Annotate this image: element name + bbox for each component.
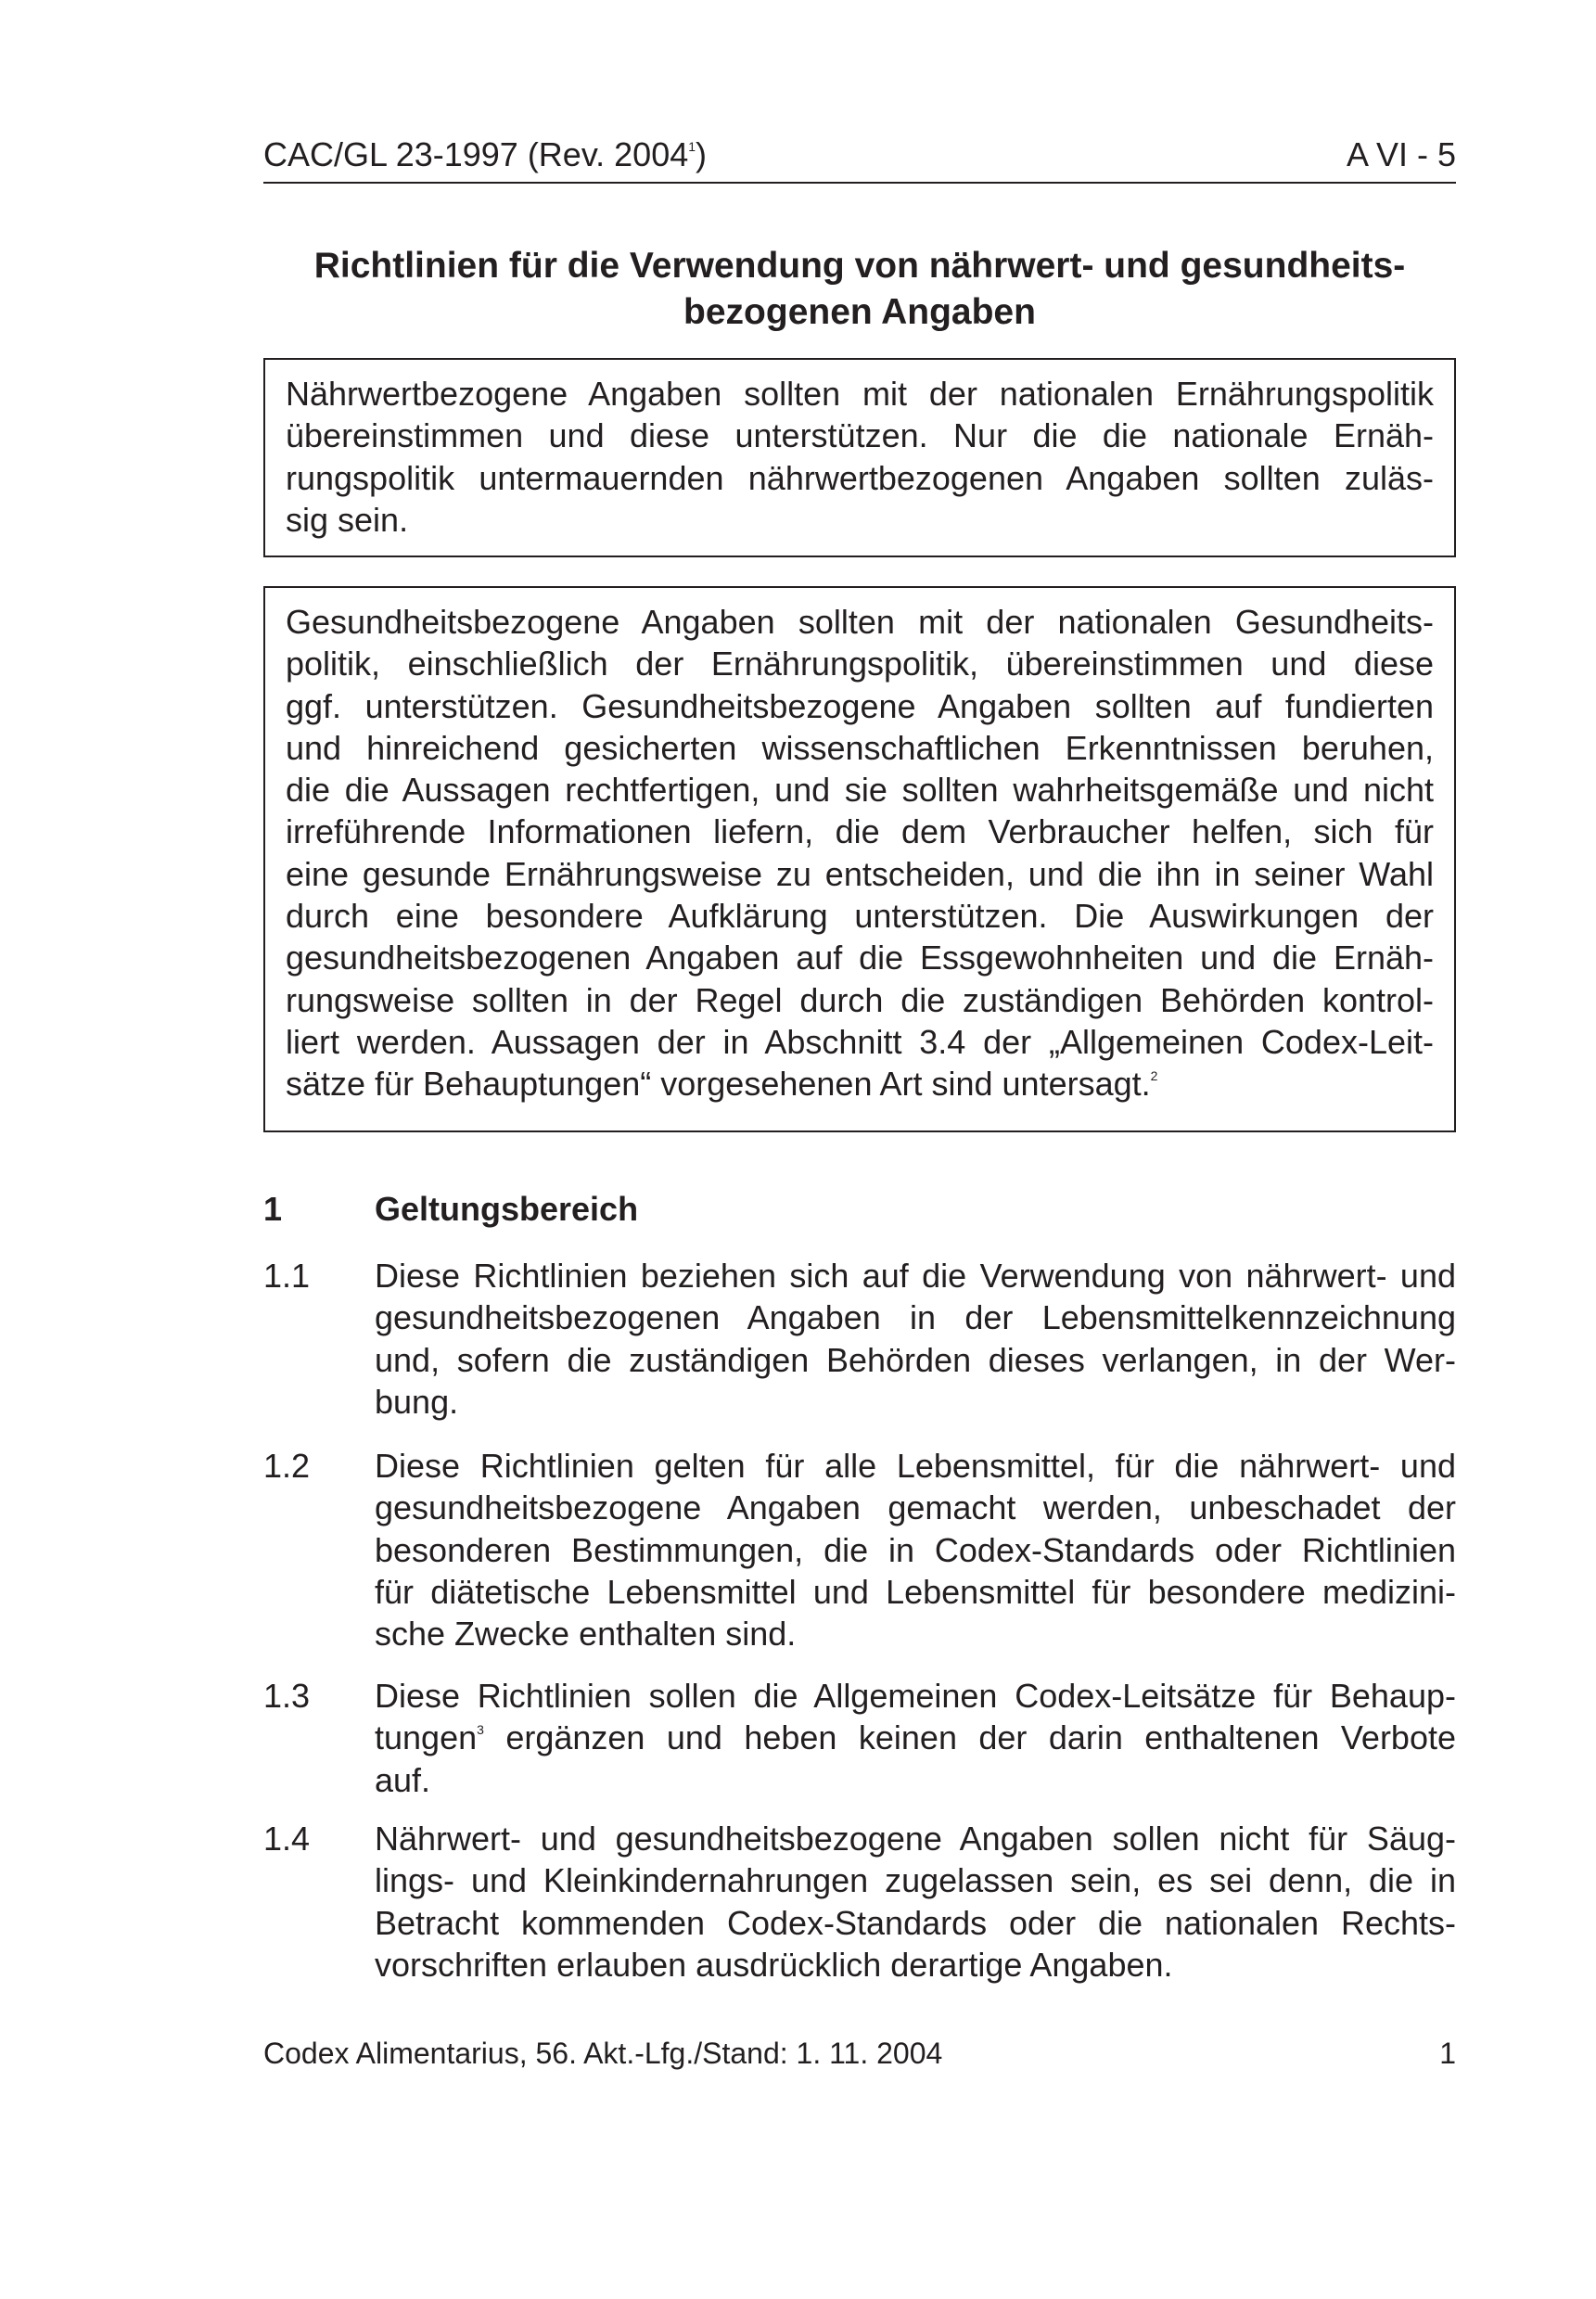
box-text-line: irreführende Informationen liefern, die dem Verbraucher helfen, sich für — [286, 812, 1434, 851]
section-title: Geltungsbereich — [375, 1190, 639, 1228]
box-text-last: sätze für Behauptungen“ vorgesehenen Art sind untersagt. — [286, 1065, 1151, 1104]
page-number: 1 — [1439, 2037, 1456, 2070]
box-text-line: durch eine besondere Aufklärung unterstützen. Die Auswirkungen der — [286, 897, 1434, 936]
section-number: 1 — [263, 1190, 283, 1228]
paragraph-number: 1.3 — [263, 1677, 311, 1715]
paragraph-line-part: ergänzen und heben keinen der darin enthaltenen Verbote — [483, 1718, 1456, 1757]
nutrition-claims-box — [263, 358, 1456, 557]
paragraph-line: vorschriften erlauben ausdrücklich derartige Angaben. — [375, 1945, 1173, 1984]
footnote-ref-2: 2 — [1150, 1068, 1158, 1084]
paragraph-line-part: tungen — [375, 1718, 478, 1757]
box-text-line: übereinstimmen und diese unterstützen. Nur die die nationale Ernäh- — [286, 416, 1434, 455]
paragraph-line: für diätetische Lebensmittel und Lebensmittel für besondere medizini- — [375, 1572, 1456, 1611]
paragraph-text — [375, 1445, 1456, 1654]
paragraph-text — [375, 1818, 1456, 1986]
paragraph-line: Diese Richtlinien beziehen sich auf die Verwendung von nährwert- und — [375, 1257, 1456, 1295]
paragraph-line: lings- und Kleinkindernahrungen zugelassen sein, es sei denn, die in — [375, 1861, 1456, 1900]
document-id — [263, 135, 707, 174]
paragraph-text — [375, 1675, 1456, 1801]
paragraph-number: 1.4 — [263, 1820, 311, 1858]
title-line: bezogenen Angaben — [683, 292, 1036, 332]
paragraph-line — [375, 1717, 1456, 1758]
paragraph-number: 1.1 — [263, 1257, 311, 1295]
health-claims-box — [263, 586, 1456, 1132]
paragraph-text — [375, 1255, 1456, 1423]
box-text-line: liert werden. Aussagen der in Abschnitt 3.4 der „Allgemeinen Codex-Leit- — [286, 1022, 1434, 1061]
paragraph-line: auf. — [375, 1760, 431, 1799]
paragraph-line: Betracht kommenden Codex-Standards oder die nationalen Rechts- — [375, 1903, 1456, 1942]
paragraph-line: Diese Richtlinien gelten für alle Lebensmittel, für die nährwert- und — [375, 1447, 1456, 1485]
paragraph-line: besonderen Bestimmungen, die in Codex-Standards oder Richtlinien — [375, 1530, 1456, 1569]
box-text-line: Gesundheitsbezogene Angaben sollten mit der nationalen Gesundheits- — [286, 603, 1434, 641]
paragraph-line: gesundheitsbezogenen Angaben in der Lebensmittelkennzeichnung — [375, 1298, 1456, 1337]
page-header — [263, 135, 1456, 184]
box-text-line: Nährwertbezogene Angaben sollten mit der nationalen Ernährungspolitik — [286, 375, 1434, 413]
paragraph-line: bung. — [375, 1382, 459, 1421]
paragraph-line: Diese Richtlinien sollen die Allgemeinen Codex-Leitsätze für Behaup- — [375, 1677, 1456, 1715]
box-text-line: die die Aussagen rechtfertigen, und sie sollten wahrheitsgemäße und nicht — [286, 771, 1434, 810]
box-text-line: rungsweise sollten in der Regel durch die zuständigen Behörden kontrol- — [286, 980, 1434, 1019]
footer-source: Codex Alimentarius, 56. Akt.-Lfg./Stand: 1. 11. 2004 — [263, 2037, 943, 2070]
paragraph-line: Nährwert- und gesundheitsbezogene Angaben sollen nicht für Säug- — [375, 1820, 1456, 1858]
box-text-line: sig sein. — [286, 500, 409, 539]
paragraph-number: 1.2 — [263, 1447, 311, 1485]
document-id-text: CAC/GL 23-1997 (Rev. 2004 — [263, 135, 689, 173]
box-text-line: rungspolitik untermauernden nährwertbezogenen Angaben sollten zuläs- — [286, 458, 1434, 497]
box-text-line: eine gesunde Ernährungsweise zu entscheiden, und die ihn in seiner Wahl — [286, 854, 1434, 893]
box-text-line: ggf. unterstützen. Gesundheitsbezogene Angaben sollten auf fundierten — [286, 686, 1434, 725]
title-line: Richtlinien für die Verwendung von nährwert- und gesundheits- — [313, 246, 1406, 286]
paragraph-line: und, sofern die zuständigen Behörden dieses verlangen, in der Wer- — [375, 1340, 1456, 1379]
box-text-line: und hinreichend gesicherten wissenschaftlichen Erkenntnissen beruhen, — [286, 728, 1434, 767]
footnote-ref-1: 1 — [688, 139, 696, 154]
box-text-line: politik, einschließlich der Ernährungspolitik, übereinstimmen und diese — [286, 645, 1434, 683]
paragraph-line: sche Zwecke enthalten sind. — [375, 1615, 797, 1654]
paragraph-line: gesundheitsbezogene Angaben gemacht werden, unbeschadet der — [375, 1488, 1456, 1527]
section-code: A VI - 5 — [1346, 135, 1456, 173]
footnote-ref-3: 3 — [477, 1722, 484, 1738]
box-text-line — [286, 1063, 1434, 1105]
box-text-line: gesundheitsbezogenen Angaben auf die Essgewohnheiten und die Ernäh- — [286, 939, 1434, 977]
document-title — [263, 243, 1456, 336]
document-id-close: ) — [696, 135, 708, 173]
